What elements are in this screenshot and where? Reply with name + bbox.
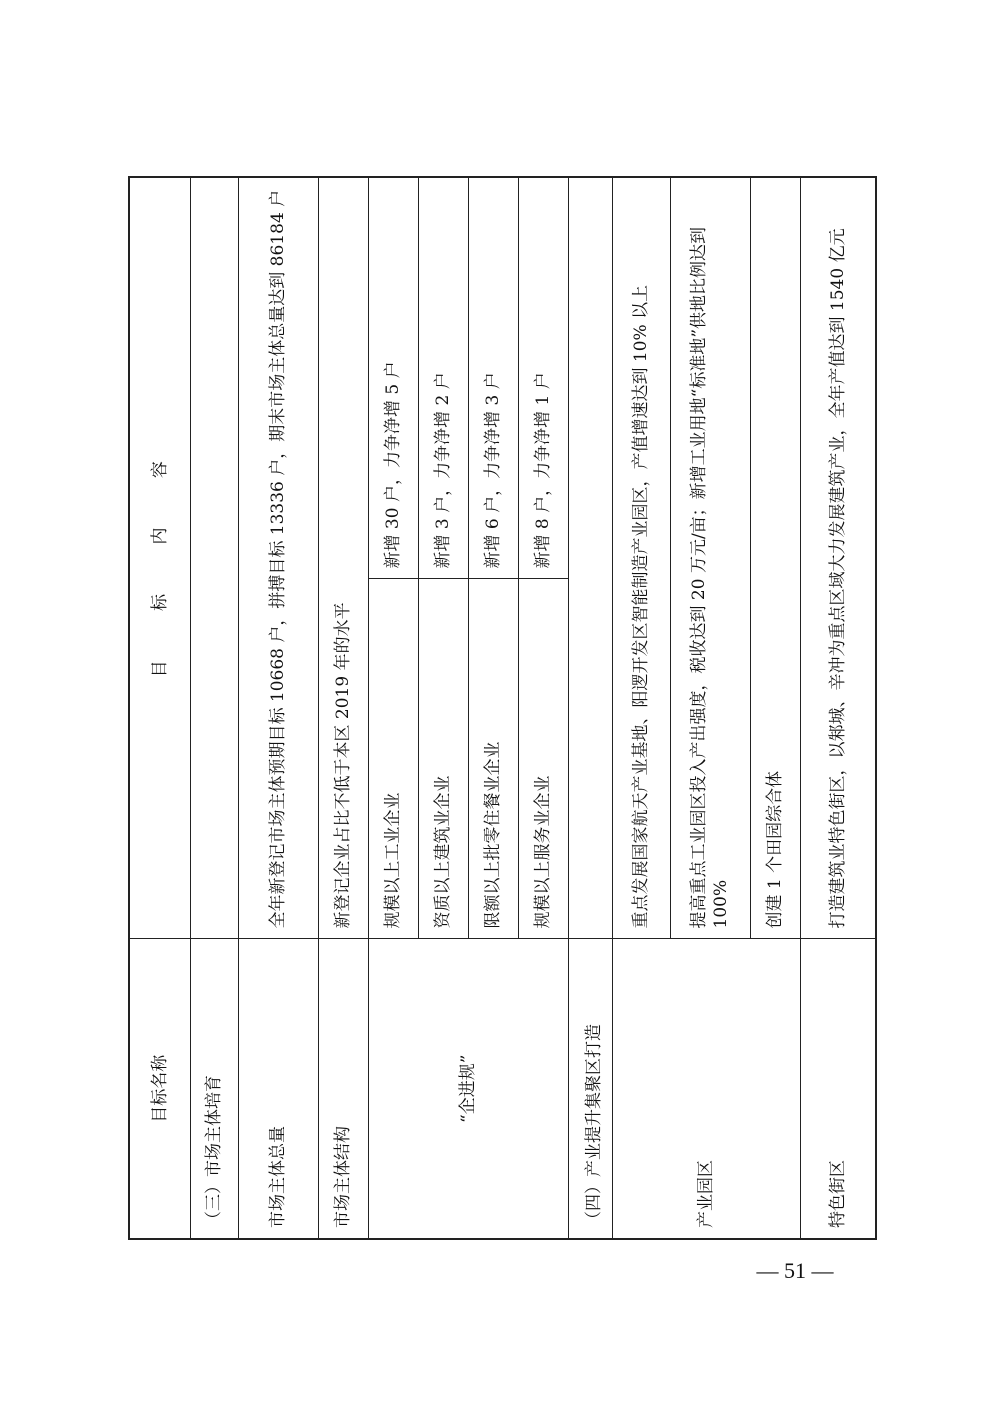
market-structure-row: [319, 177, 369, 1239]
industrial-park-item: 提高重点工业园区投入产出强度，税收达到 20 万元/亩；新增工业用地“标准地”供地比例达到 100%: [670, 177, 750, 939]
feature-street-content: 打造建筑业特色街区，以邾城、辛冲为重点区域大力发展建筑产业，全年产值达到 1540 亿元: [800, 177, 876, 939]
section4-empty: [569, 177, 613, 939]
industrial-park-item: 创建 1 个田园综合体: [750, 177, 800, 939]
qijingui-row-1: [369, 177, 419, 1239]
qijingui-type: 资质以上建筑业企业: [419, 579, 469, 939]
market-total-name: 市场主体总量: [239, 939, 319, 1239]
qijingui-name: “企进规”: [369, 939, 569, 1239]
market-structure-content: 新登记企业占比不低于本区 2019 年的水平: [319, 177, 369, 939]
section4-title: （四）产业提升集聚区打造: [569, 939, 613, 1239]
feature-street-row: [800, 177, 876, 1239]
goals-table: [128, 176, 877, 1240]
qijingui-target: 新增 30 户，力争净增 5 户: [369, 177, 419, 579]
qijingui-type: 限额以上批零住餐业企业: [469, 579, 519, 939]
qijingui-target: 新增 3 户，力争净增 2 户: [419, 177, 469, 579]
qijingui-type: 规模以上工业企业: [369, 579, 419, 939]
table-rotation-frame: [128, 178, 860, 1240]
page-number: — 51 —: [756, 1258, 834, 1283]
rotated-table-page: [128, 178, 860, 1240]
feature-street-name: 特色街区: [800, 939, 876, 1239]
industrial-park-item: 重点发展国家航天产业基地、阳逻开发区智能制造产业园区，产值增速达到 10% 以上: [612, 177, 670, 939]
section3-row: [191, 177, 239, 1239]
header-content: 目 标 内 容: [129, 177, 191, 939]
table-header-row: [129, 177, 191, 1239]
qijingui-target: 新增 6 户，力争净增 3 户: [469, 177, 519, 579]
market-total-row: [239, 177, 319, 1239]
qijingui-type: 规模以上服务业企业: [519, 579, 569, 939]
industrial-park-name: 产业园区: [612, 939, 800, 1239]
qijingui-target: 新增 8 户，力争净增 1 户: [519, 177, 569, 579]
section3-title: （三）市场主体培育: [191, 939, 239, 1239]
industrial-park-row-1: [612, 177, 670, 1239]
section3-empty: [191, 177, 239, 939]
market-structure-name: 市场主体结构: [319, 939, 369, 1239]
section4-row: [569, 177, 613, 1239]
market-total-content: 全年新登记市场主体预期目标 10668 户，拼搏目标 13336 户，期末市场主体总量达到 86184 户: [239, 177, 319, 939]
header-name: 目标名称: [129, 939, 191, 1239]
